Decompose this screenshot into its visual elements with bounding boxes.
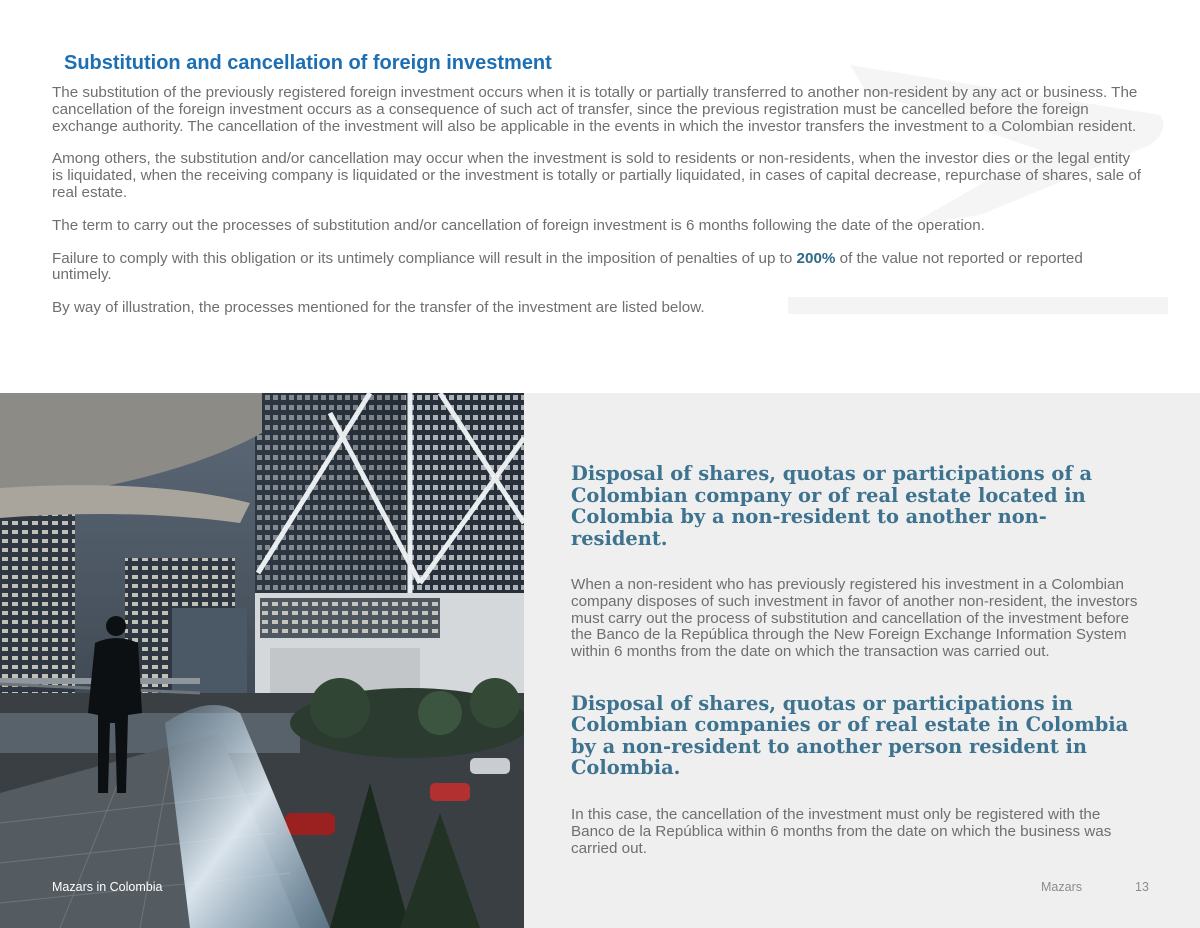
penalty-text-before: Failure to comply with this obligation or its untimely compliance will result in the imposition of penalties of up to <box>52 249 797 267</box>
footer-left-text: Mazars in Colombia <box>52 880 163 894</box>
footer-brand: Mazars <box>1041 880 1082 894</box>
paragraph-cases: Among others, the substitution and/or cancellation may occur when the investment is sold to residents or non-residents, when the investor dies or the legal entity is liquidated, when the receiving company is liquidated or the investment is totally or partially liquidated, in cases of capital decrease, repurchase of shares, sale of real estate. <box>52 150 1142 201</box>
page-heading: Substitution and cancellation of foreign investment <box>64 52 552 74</box>
paragraph-penalty <box>52 251 1142 285</box>
city-photo-illustration <box>0 393 524 928</box>
bottom-section <box>0 393 1200 928</box>
paragraph-substitution: The substitution of the previously registered foreign investment occurs when it is totally or partially transferred to another non-resident by any act or business. The cancellation of the foreign investment occurs as a consequence of such act of transfer, since the previous registration must be cancelled before the foreign exchange authority. The cancellation of the investment will also be applicable in the events in which the investor transfers the investment to a Colombian resident. <box>52 84 1138 135</box>
paragraph-illustration: By way of illustration, the processes mentioned for the transfer of the investment are listed below. <box>52 299 705 317</box>
section-title-resident: Disposal of shares, quotas or participations in Colombian companies or of real estate in Colombia by a non-resident to another person resident in Colombia. <box>571 691 1129 780</box>
section-title-non-resident: Disposal of shares, quotas or participations of a Colombian company or of real estate located in Colombia by a non-resident to another non-resident. <box>571 462 1093 550</box>
penalty-highlight: 200% <box>796 249 836 267</box>
process-panel <box>524 393 1200 928</box>
intro-section <box>52 52 1142 333</box>
paragraph-term: The term to carry out the processes of substitution and/or cancellation of foreign investment is 6 months following the date of the operation. <box>52 216 985 234</box>
section-body-non-resident: When a non-resident who has previously registered his investment in a Colombian company disposes of such investment in favor of another non-resident, the investors must carry out the process of substitution and cancellation of the investment before the Banco de la República through the New Foreign Exchange Information System within 6 months from the date on which the transaction was carried out. <box>571 576 1138 661</box>
page-number: 13 <box>1135 880 1149 894</box>
penalty-text-after: of the value not reported or reported untimely. <box>52 249 1083 284</box>
city-photo <box>0 393 524 928</box>
section-body-resident: In this case, the cancellation of the investment must only be registered with the Banco de la República within 6 months from the date on which the business was carried out. <box>571 805 1112 857</box>
